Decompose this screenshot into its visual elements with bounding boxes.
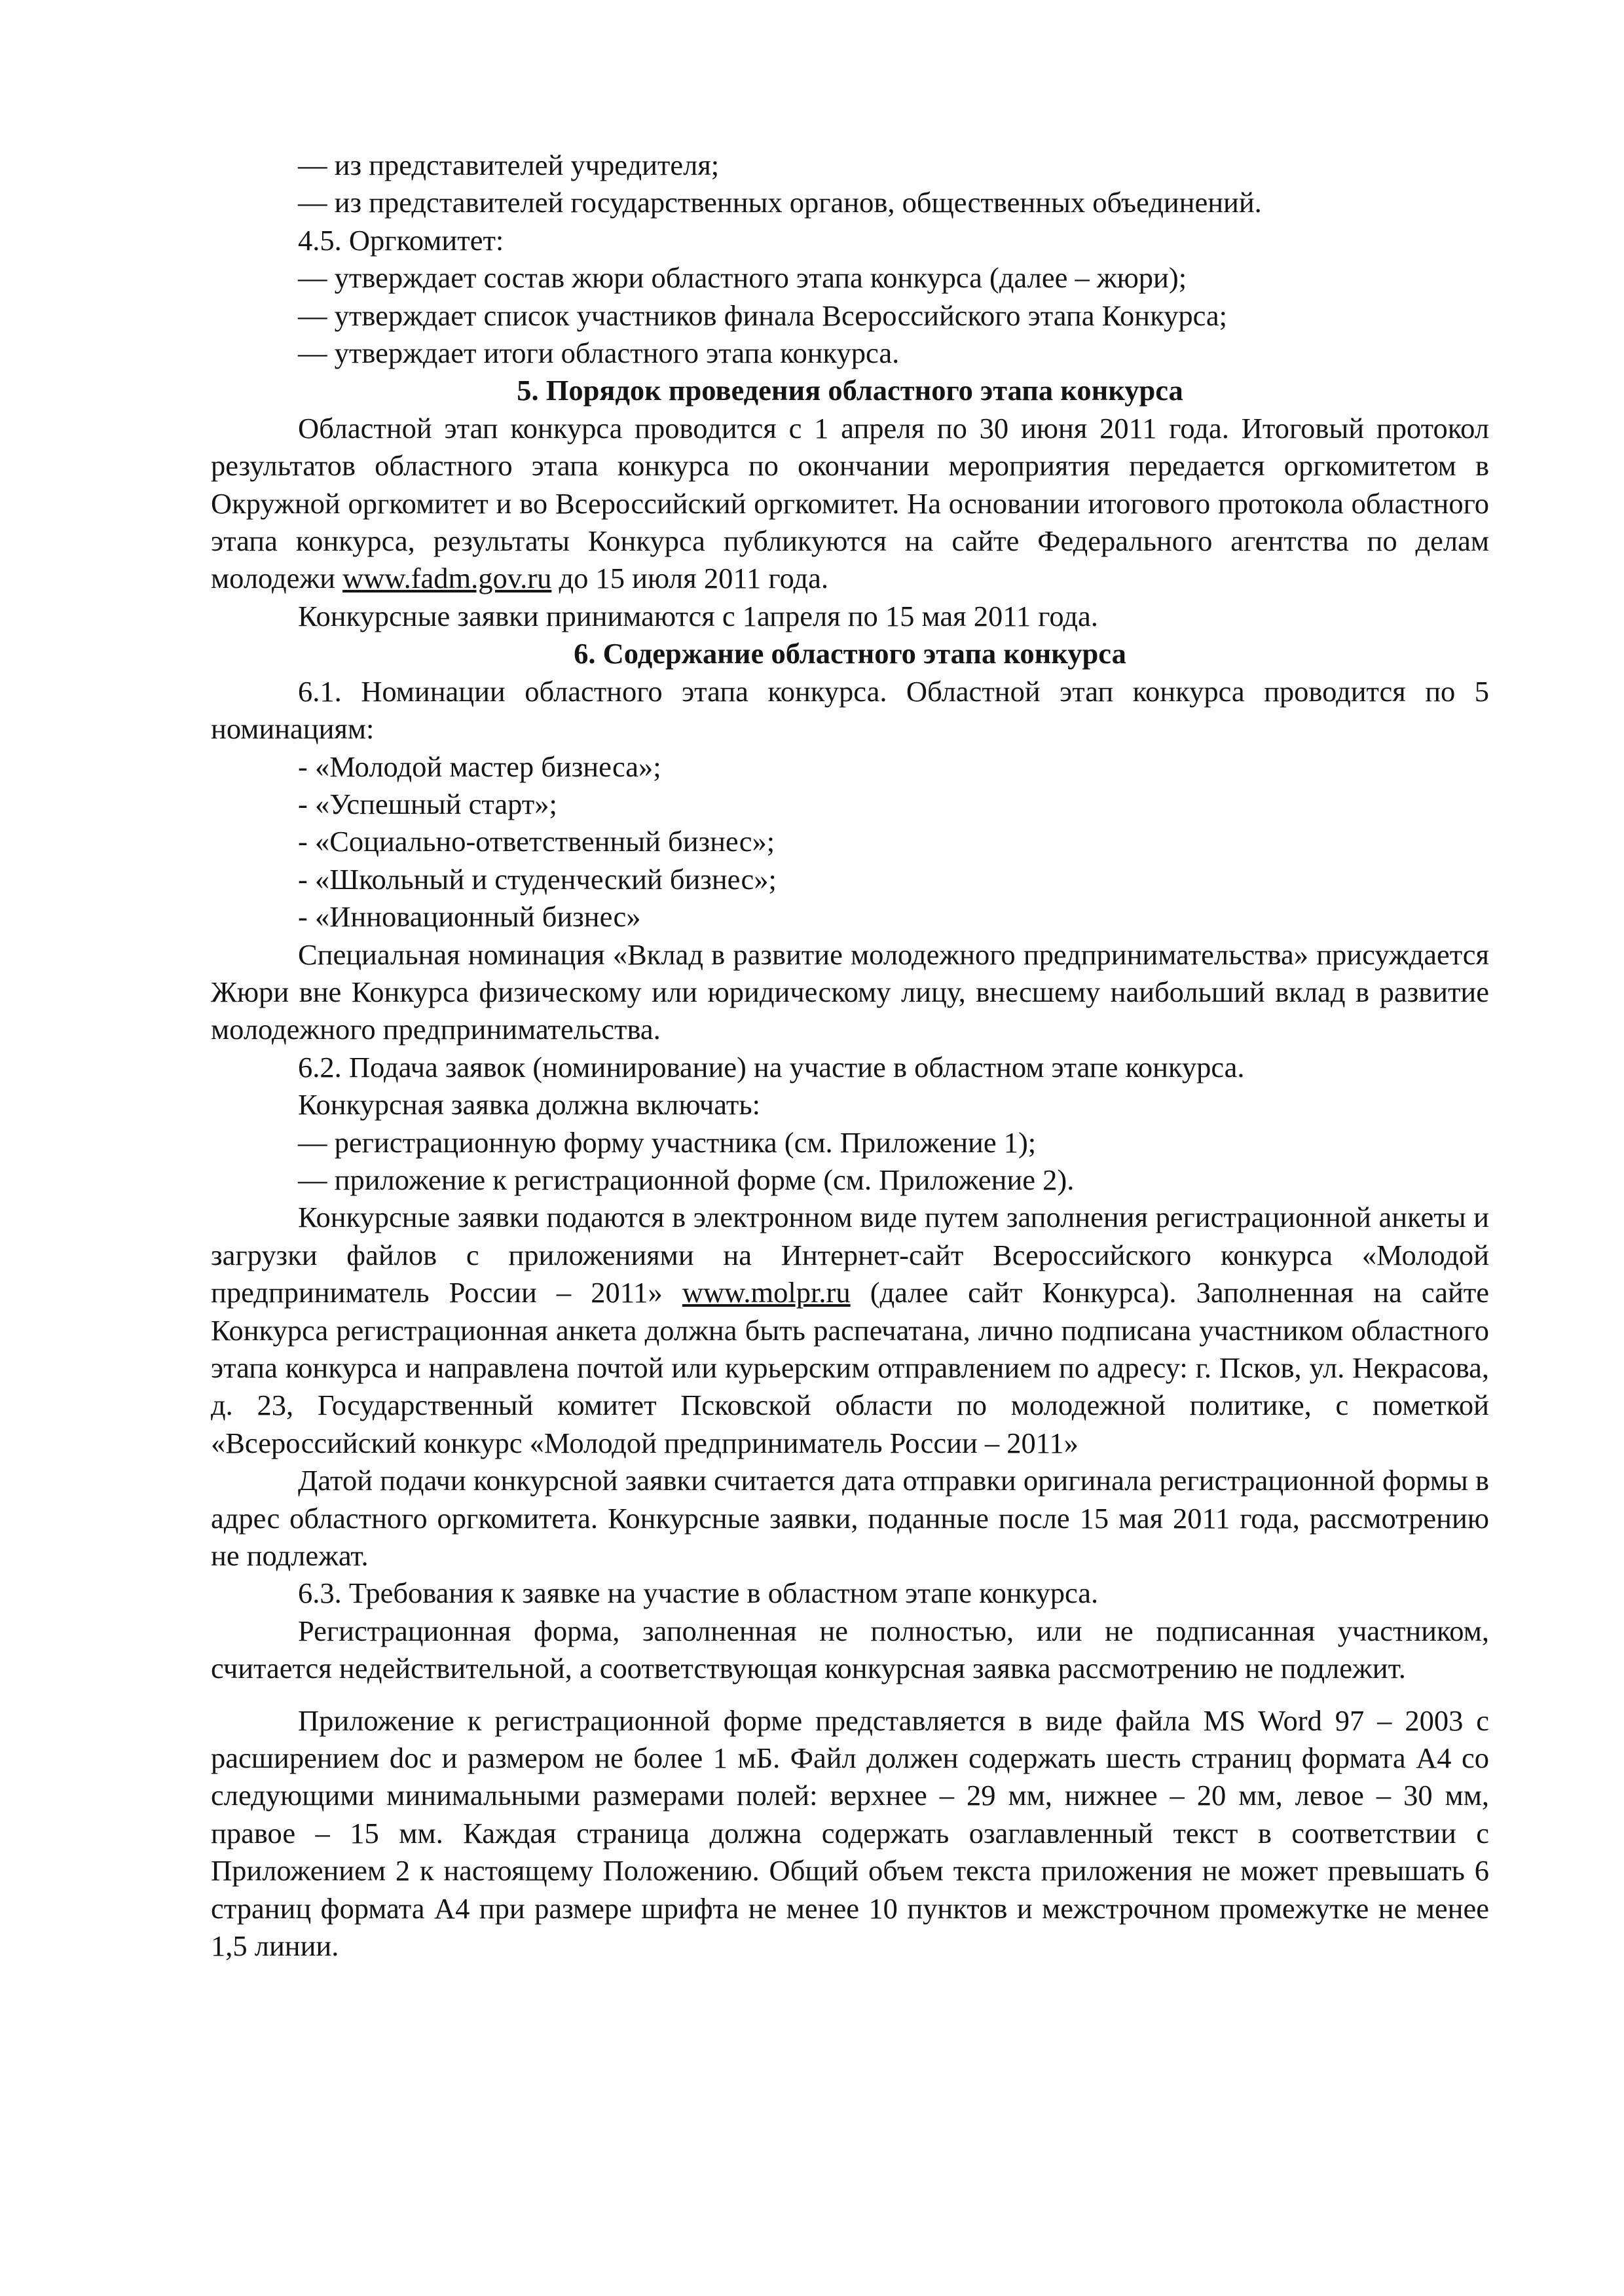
application-item: — регистрационную форму участника (см. Приложение 1); [298, 1125, 1037, 1159]
application-includes: Конкурсная заявка должна включать: [298, 1088, 760, 1121]
intro-line-5: — утверждает список участников финала Всероссийского этапа Конкурса; [298, 299, 1228, 332]
fadm-link[interactable]: www.fadm.gov.ru [342, 562, 552, 595]
clause-6-1: 6.1. Номинации областного этапа конкурса. Областной этап конкурса проводится по 5 номинациям: [211, 674, 1489, 746]
deadline-paragraph: Конкурсные заявки принимаются с 1апреля по 15 мая 2011 года. [298, 599, 1098, 632]
intro-line-1: — из представителей учредителя; [298, 149, 720, 181]
attachment-paragraph: Приложение к регистрационной форме представляется в виде файла MS Word 97 – 2003 с расширением doc и размером не более 1 мБ. Файл должен содержать шесть страниц формата А4 со следующими минимальными размерами полей: верхнее – 29 мм, нижнее – 20 мм, левое – 30 мм, правое – 15 мм. Каждая страница должна содержать озаглавленный текст в соответствии с Приложением 2 к настоящему Положению. Общий объем текста приложения не может превышать 6 страниц формата А4 при размере шрифта не менее 10 пунктов и межстрочном промежутке не менее 1,5 линии. [211, 1704, 1489, 1963]
registration-form-paragraph: Регистрационная форма, заполненная не полностью, или не подписанная участником, считается недействительной, а соответствующая конкурсная заявка рассмотрению не подлежит. [211, 1614, 1489, 1685]
intro-line-6: — утверждает итоги областного этапа конкурса. [298, 337, 900, 370]
section-6-heading: 6. Содержание областного этапа конкурса [574, 637, 1126, 670]
document-body [211, 147, 1489, 1965]
clause-6-3: 6.3. Требования к заявке на участие в областном этапе конкурса. [298, 1576, 1099, 1610]
special-nomination-paragraph: Специальная номинация «Вклад в развитие молодежного предпринимательства» присуждается Жюри вне Конкурса физическому или юридическому лицу, внесшему наибольший вклад в развитие молодежного предпринимательства. [211, 938, 1489, 1046]
intro-line-2: — из представителей государственных органов, общественных объединений. [298, 186, 1262, 219]
section-5-text-end: до 15 июля 2011 года. [551, 562, 828, 595]
section-5-paragraph [211, 410, 1489, 598]
clause-6-2: 6.2. Подача заявок (номинирование) на участие в областном этапе конкурса. [298, 1050, 1245, 1084]
section-5-text: Областной этап конкурса проводится с 1 апреля по 30 июня 2011 года. Итоговый протокол результатов областного этапа конкурса по окончании мероприятия передается оргкомитетом в Окружной оргкомитет и во Всероссийский оргкомитет. На основании итогового протокола областного этапа конкурса, результаты Конкурса публикуются на сайте Федерального агентства по делам молодежи [211, 411, 1489, 595]
submission-text: Конкурсные заявки подаются в электронном виде путем заполнения регистрационной анкеты и загрузки файлов с приложениями на Интернет-сайт Всероссийского конкурса «Молодой предприниматель России – 2011» [211, 1201, 1489, 1309]
clause-4-5: 4.5. Оргкомитет: [298, 223, 504, 257]
section-5-heading: 5. Порядок проведения областного этапа конкурса [517, 374, 1183, 407]
application-item: — приложение к регистрационной форме (см. Приложение 2). [298, 1163, 1075, 1196]
submission-paragraph [211, 1199, 1489, 1462]
submission-date-paragraph: Датой подачи конкурсной заявки считается дата отправки оригинала регистрационной формы в адрес областного оргкомитета. Конкурсные заявки, поданные после 15 мая 2011 года, рассмотрению не подлежат. [211, 1464, 1489, 1573]
intro-line-4: — утверждает состав жюри областного этапа конкурса (далее – жюри); [298, 261, 1187, 295]
nomination-item: - «Социально-ответственный бизнес»; [298, 825, 775, 858]
nomination-item: - «Успешный старт»; [298, 787, 557, 820]
submission-text-end: (далее сайт Конкурса). Заполненная на сайте Конкурса регистрационная анкета должна быть распечатана, лично подписана участником областного этапа конкурса и направлена почтой или курьерским отправлением по адресу: г. Псков, ул. Некрасова, д. 23, Государственный комитет Псковской области по молодежной политике, с пометкой «Всероссийский конкурс «Молодой предприниматель России – 2011» [211, 1276, 1489, 1459]
nomination-item: - «Школьный и студенческий бизнес»; [298, 862, 777, 896]
molpr-link[interactable]: www.molpr.ru [682, 1276, 851, 1309]
nomination-item: - «Молодой мастер бизнеса»; [298, 750, 661, 783]
nomination-item: - «Инновационный бизнес» [298, 900, 641, 934]
